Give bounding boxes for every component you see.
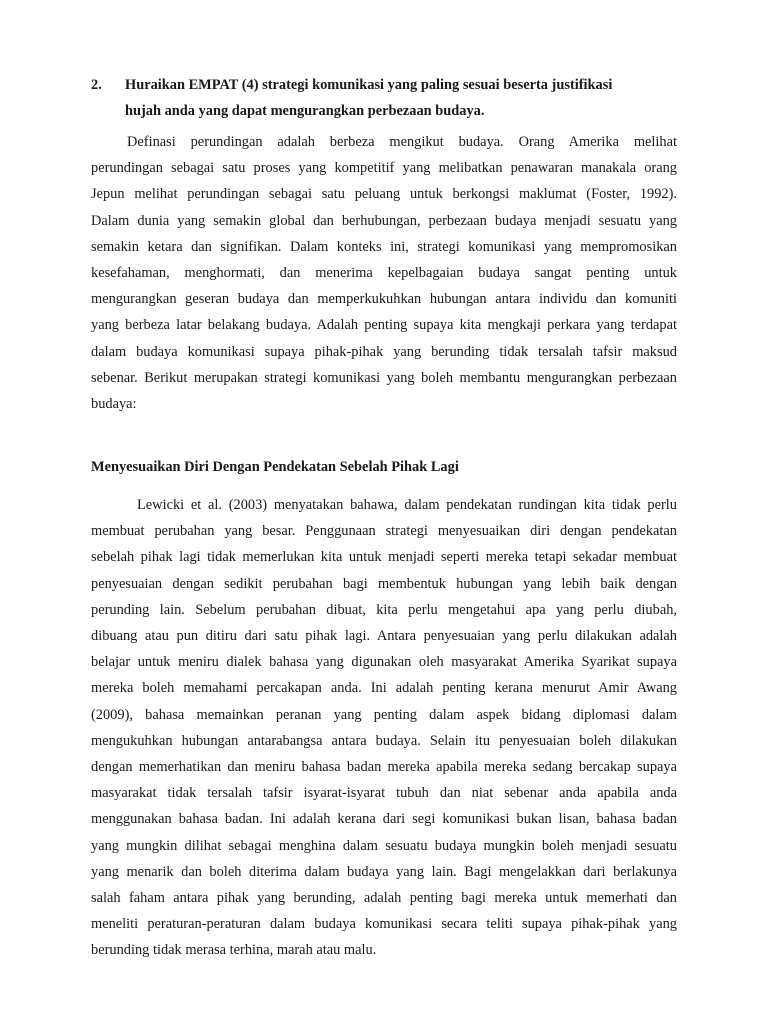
text-line: semakin ketara dan signifikan. Dalam konteks ini, strategi komunikasi yang mempromosikan (91, 238, 677, 255)
question-number: 2. (91, 77, 102, 93)
text-line: masyarakat tidak tersalah tafsir isyarat-isyarat tubuh dan niat sebenar anda apabila anda (91, 785, 677, 802)
text-line: meneliti peraturan-peraturan dalam budaya komunikasi secara teliti supaya pihak-pihak yang (91, 916, 677, 933)
text-line: salah faham antara pihak yang berunding, adalah penting bagi mereka untuk memerhati dan (91, 890, 677, 907)
body-paragraph (91, 492, 677, 964)
text-line: mengukuhkan hubungan antarabangsa antara budaya. Selain itu penyesuaian boleh dilakukan (91, 732, 677, 749)
intro-paragraph (91, 129, 677, 417)
text-line: yang menarik dan boleh diterima dalam budaya yang lain. Bagi mengelakkan dari berlakunya (91, 863, 677, 880)
text-line: membuat perubahan yang besar. Penggunaan strategi menyesuaikan diri dengan pendekatan (91, 523, 677, 540)
text-line: dibuang atau pun ditiru dari satu pihak lagi. Antara penyesuaian yang perlu dilakukan adalah (91, 628, 677, 645)
text-line: belajar untuk meniru dialek bahasa yang digunakan oleh masyarakat Amerika Syarikat supaya (91, 654, 677, 671)
question-line-2: hujah anda yang dapat mengurangkan perbezaan budaya. (125, 103, 485, 119)
question-text (125, 72, 685, 124)
text-line: perundingan sebagai satu proses yang kompetitif yang melibatkan penawaran manakala orang (91, 160, 677, 177)
question-line-1: Huraikan EMPAT (4) strategi komunikasi yang paling sesuai beserta justifikasi (125, 77, 613, 93)
text-line: dengan memerhatikan dan meniru bahasa badan mereka apabila mereka sedang bercakap supaya (91, 759, 677, 776)
text-line: dalam budaya komunikasi supaya pihak-pihak yang berunding tidak tersalah tafsir maksud (91, 343, 677, 360)
text-line: Jepun melihat perundingan sebagai satu peluang untuk berkongsi maklumat (Foster, 1992). (91, 186, 677, 203)
text-line: Dalam dunia yang semakin global dan berhubungan, perbezaan budaya menjadi sesuatu yang (91, 212, 677, 229)
text-line: mereka boleh memahami percakapan anda. Ini adalah penting kerana menurut Amir Awang (91, 680, 677, 697)
text-line: (2009), bahasa memainkan peranan yang penting dalam aspek bidang diplomasi dalam (91, 706, 677, 723)
text-line: yang mungkin dilihat sebagai menghina dalam sesuatu budaya mungkin boleh menjadi sesuatu (91, 837, 677, 854)
text-line: mengurangkan geseran budaya dan memperkukuhkan hubungan antara individu dan komuniti (91, 291, 677, 308)
text-line: yang berbeza latar belakang budaya. Adalah penting supaya kita mengkaji perkara yang terdapat (91, 317, 677, 334)
text-line: kesefahaman, menghormati, dan menerima kepelbagaian budaya sangat penting untuk (91, 265, 677, 282)
text-line: menggunakan bahasa badan. Ini adalah kerana dari segi komunikasi bukan lisan, bahasa badan (91, 811, 677, 828)
text-line: Definasi perundingan adalah berbeza mengikut budaya. Orang Amerika melihat (127, 134, 677, 150)
text-line: penyesuaian dengan sedikit perubahan bagi membentuk hubungan yang lebih baik dengan (91, 575, 677, 592)
text-line: berunding tidak merasa terhina, marah atau malu. (91, 942, 377, 959)
text-line: perunding lain. Sebelum perubahan dibuat, kita perlu mengetahui apa yang perlu diubah, (91, 601, 677, 618)
text-line: sebelah pihak lagi tidak memerlukan kita untuk menjadi seperti mereka tetapi sekadar membuat (91, 549, 677, 566)
text-line: Lewicki et al. (2003) menyatakan bahawa, dalam pendekatan rundingan kita tidak perlu (137, 497, 677, 513)
section-heading: Menyesuaikan Diri Dengan Pendekatan Sebelah Pihak Lagi (91, 459, 459, 475)
text-line: budaya: (91, 396, 137, 413)
text-line: sebenar. Berikut merupakan strategi komunikasi yang boleh membantu mengurangkan perbezaan (91, 369, 677, 386)
